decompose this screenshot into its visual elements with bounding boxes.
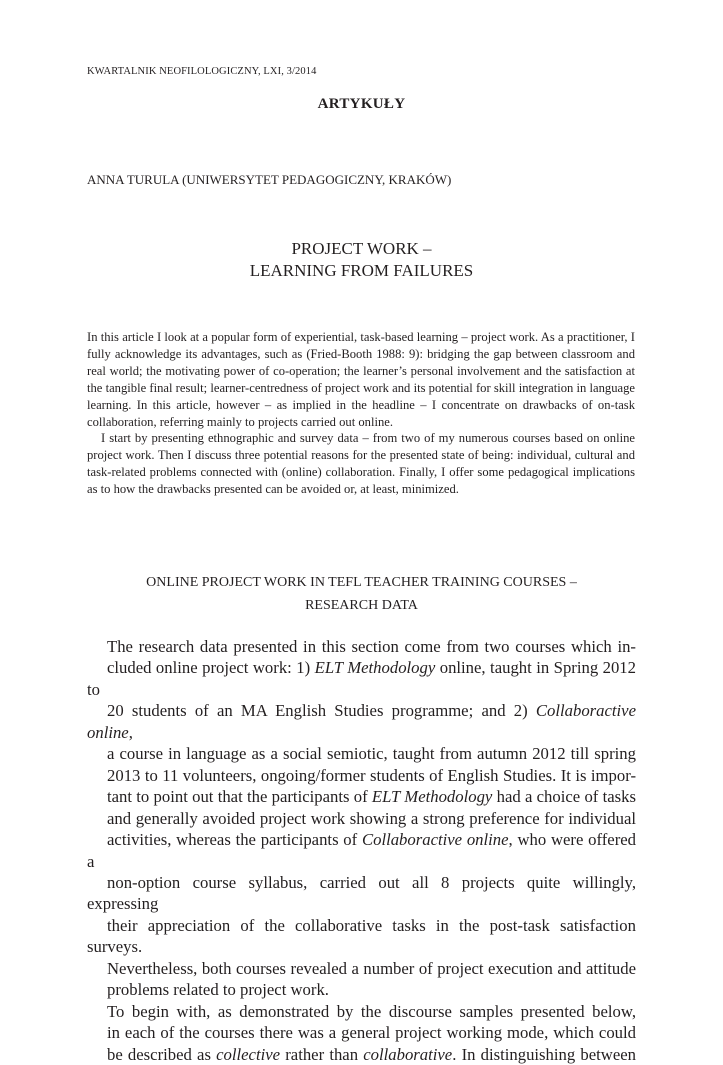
- heading-line: ONLINE PROJECT WORK IN TEFL TEACHER TRAINING COURSES –: [146, 575, 577, 590]
- abstract-paragraph: I start by presenting ethnographic and survey data – from two of my numerous courses based on online project work. Then I discuss three potential reasons for the presented state of being: individual, cultural and task-related problems connected with (online) collaboration. Finally, I offer some pedagogical implications as to how the drawbacks presented can be avoided or, at least, minimized.: [87, 431, 635, 497]
- text-line: activities, whereas the participants of Collaboractive online, who were offered a: [87, 830, 636, 871]
- text-line: cluded online project work: 1) ELT Methodology online, taught in Spring 2012 to: [87, 658, 636, 699]
- title-line: LEARNING FROM FAILURES: [249, 261, 474, 280]
- text-line: non-option course syllabus, carried out all 8 projects quite willingly, expressing: [87, 872, 636, 914]
- text-line: 2013 to 11 volunteers, ongoing/former students of English Studies. It is impor-: [107, 765, 636, 785]
- section-heading: [0, 571, 723, 617]
- italic-title: collective: [216, 1044, 281, 1064]
- text-line: Nevertheless, both courses revealed a number of project execution and attitude: [107, 958, 636, 978]
- text-line: be described as collective rather than collaborative. In distinguishing between: [107, 1044, 636, 1064]
- heading-line: RESEARCH DATA: [305, 598, 418, 613]
- italic-title: collaborative: [363, 1044, 453, 1064]
- text-line: To begin with, as demonstrated by the discourse samples presented below,: [107, 1001, 636, 1021]
- italic-title: Collaboractive online: [361, 830, 509, 850]
- abstract-paragraph: In this article I look at a popular form of experiential, task-based learning – project work. As a practitioner, I fully acknowledge its advantages, such as (Fried-Booth 1988: 9): bridging the gap between classroom and real world; the motivating power of co-operation; the learner’s personal involvement and the satisfaction at the tangible final result; learner-centredness of project work and its potential for skill integration in language learning. In this article, however – as implied in the headline – I concentrate on drawbacks of on-task collaboration, referring mainly to projects carried out online.: [87, 330, 635, 429]
- title-line: PROJECT WORK –: [291, 239, 432, 258]
- text-line: a course in language as a social semiotic, taught from autumn 2012 till spring: [107, 744, 636, 764]
- body-text: [87, 636, 636, 1065]
- text-line: tant to point out that the participants of ELT Methodology had a choice of tasks: [107, 787, 636, 807]
- author-line: ANNA TURULA (UNIWERSYTET PEDAGOGICZNY, KRAKÓW): [87, 172, 452, 187]
- text-line: in each of the courses there was a general project working mode, which could: [107, 1023, 636, 1043]
- text-line: and generally avoided project work showing a strong preference for individual: [107, 808, 636, 828]
- text-line: problems related to project work.: [107, 980, 329, 1000]
- body-paragraph: [87, 1001, 636, 1065]
- abstract: [87, 329, 635, 498]
- section-head: ARTYKUŁY: [317, 96, 406, 112]
- text-line: The research data presented in this section come from two courses which in-: [107, 637, 636, 656]
- italic-title: ELT Methodology: [371, 787, 493, 807]
- italic-title: ELT Methodology: [314, 658, 436, 678]
- article-title: [0, 238, 723, 282]
- body-paragraph: [87, 636, 636, 1001]
- text-line: their appreciation of the collaborative tasks in the post-task satisfaction surveys.: [87, 915, 636, 957]
- italic-title: Collaboractive online: [87, 701, 636, 742]
- running-head: KWARTALNIK NEOFILOLOGICZNY, LXI, 3/2014: [87, 66, 317, 77]
- text-line: 20 students of an MA English Studies programme; and 2) Collaboractive online,: [87, 701, 636, 742]
